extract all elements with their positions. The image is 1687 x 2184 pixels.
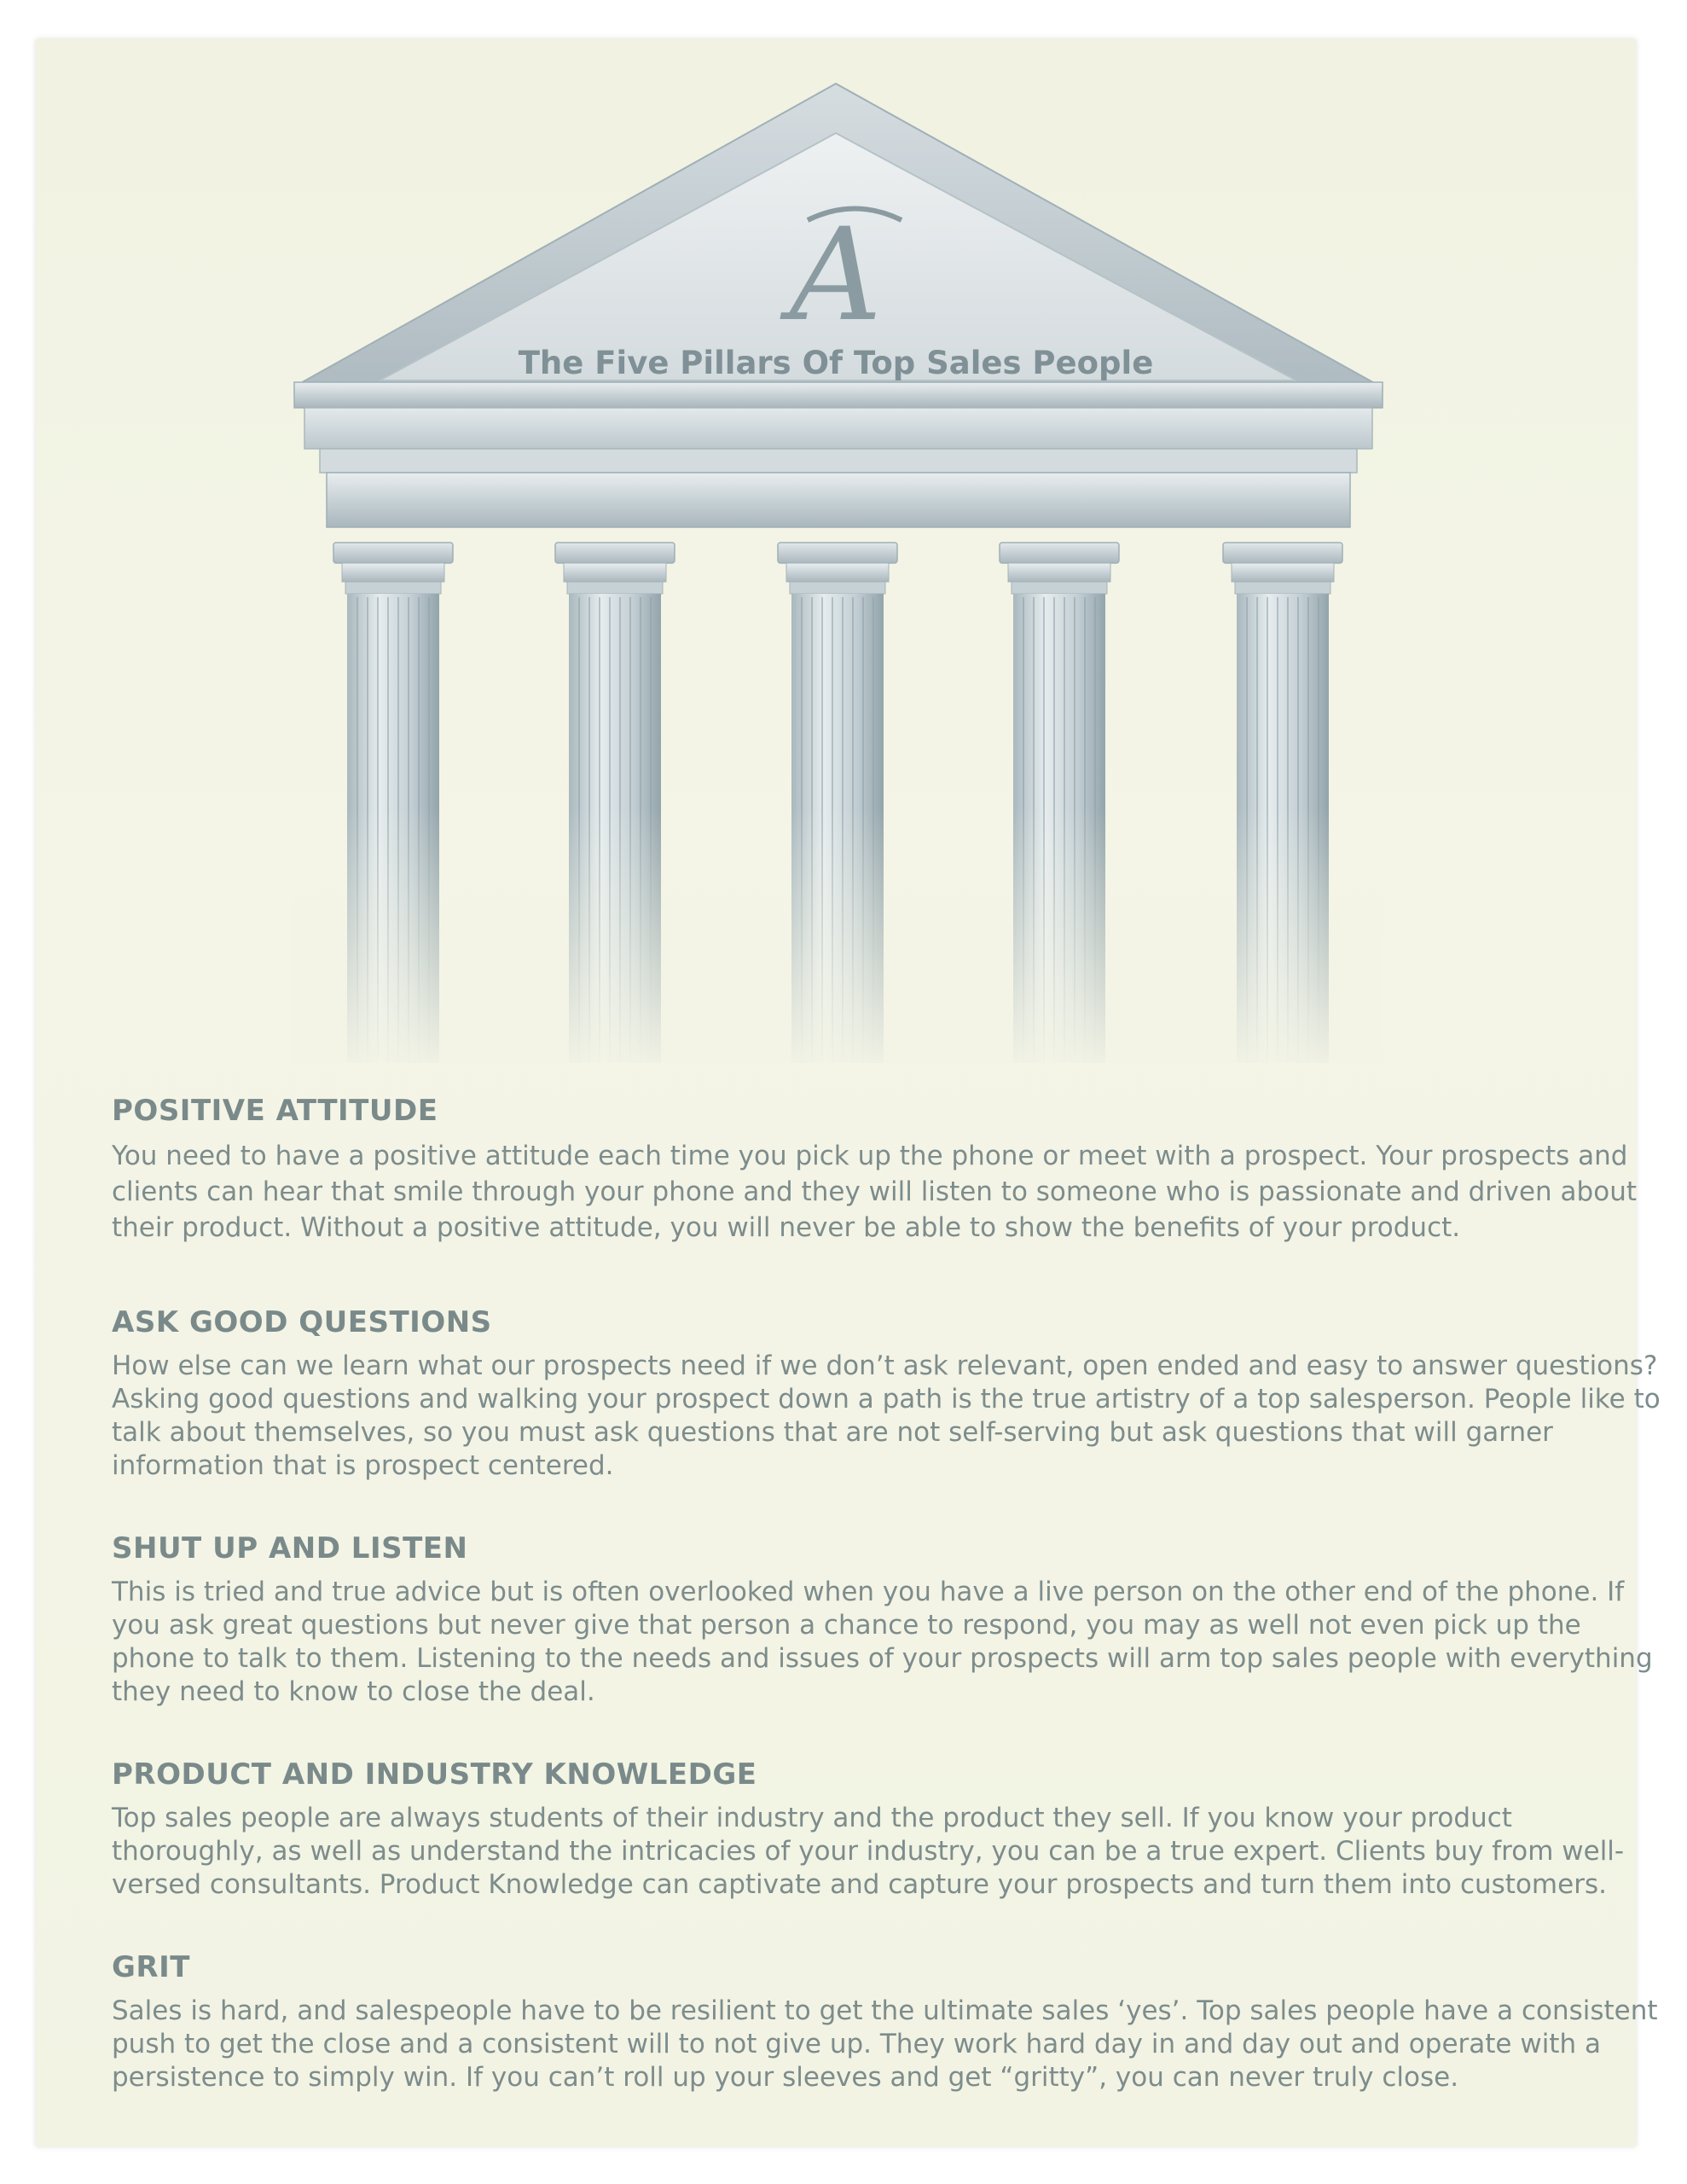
section-body: You need to have a positive attitude each time you pick up the phone or meet with a prospect. Your prospects and clients can hear that smile through your phone and they will listen to someone who is passionate and driven about their product. Without a positive attitude, you will never be able to show the benefits of your product. <box>112 1141 1637 1243</box>
section-body: This is tried and true advice but is often overlooked when you have a live person on the other end of the phone. If you ask great questions but never give that person a chance to respond, you may as well not even pick up the phone to talk to them. Listening to the needs and issues of your prospects will arm top sales people with everything they need to know to close the deal. <box>112 1577 1653 1707</box>
logo-letter: A <box>789 201 883 350</box>
entablature-cornice <box>294 382 1383 408</box>
section-product-knowledge <box>112 1757 1664 1902</box>
column-fade <box>292 807 1383 1063</box>
entablature-architrave <box>327 473 1350 527</box>
section-heading: POSITIVE ATTITUDE <box>112 1094 438 1128</box>
temple-title: The Five Pillars Of Top Sales People <box>518 345 1154 381</box>
section-heading: PRODUCT AND INDUSTRY KNOWLEDGE <box>112 1757 757 1792</box>
infographic-page <box>36 39 1661 2146</box>
pillars-list <box>112 1094 1664 2094</box>
section-heading: SHUT UP AND LISTEN <box>112 1531 468 1565</box>
section-heading: GRIT <box>112 1950 190 1984</box>
section-body: How else can we learn what our prospects need if we don’t ask relevant, open ended and easy to answer questions? Asking good questions and walking your prospect down a path is the true artistry of a top salesperson. People like to talk about themselves, so you must ask questions that are not self-serving but ask questions that will garner information that is prospect centered. <box>112 1350 1661 1481</box>
section-shut-up-and-listen <box>112 1531 1664 1709</box>
section-ask-good-questions <box>112 1305 1664 1483</box>
section-body: Top sales people are always students of their industry and the product they sell. If you know your product thoroughly, as well as understand the intricacies of your industry, you can be a true expert. Clients buy from well-versed consultants. Product Knowledge can captivate and capture your prospects and turn them into customers. <box>112 1803 1625 1900</box>
section-body: Sales is hard, and salespeople have to be resilient to get the ultimate sales ‘yes’. Top sales people have a consistent push to get the close and a consistent will to not give up. They work hard day in and day out and operate with a persistence to simply win. If you can’t roll up your sleeves and get “gritty”, you can never truly close. <box>112 1995 1658 2093</box>
section-grit <box>112 1950 1664 2094</box>
section-positive-attitude <box>112 1094 1664 1246</box>
section-heading: ASK GOOD QUESTIONS <box>112 1305 492 1339</box>
temple-illustration <box>36 39 1636 1063</box>
